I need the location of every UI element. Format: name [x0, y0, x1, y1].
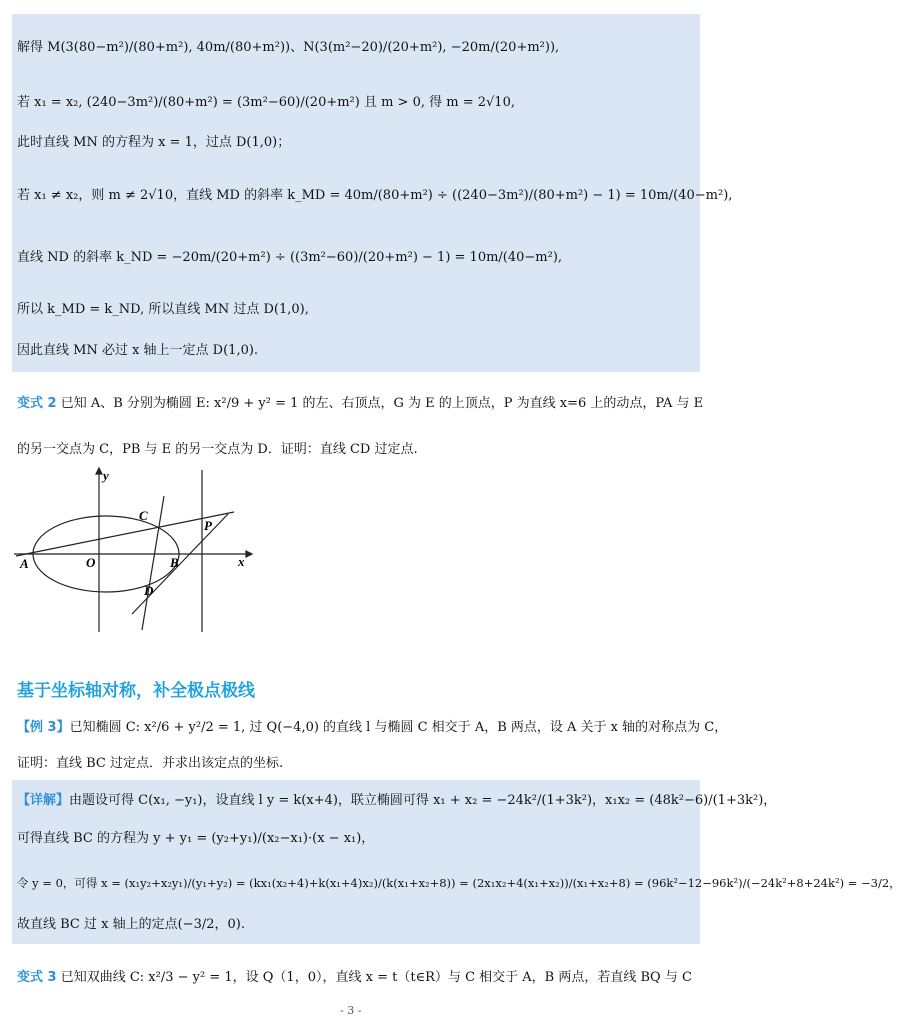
- solution-line-7: 因此直线 MN 必过 x 轴上一定点 D(1,0).: [17, 343, 259, 358]
- label-x: x: [238, 554, 245, 569]
- solution-line-3: 此时直线 MN 的方程为 x = 1，过点 D(1,0)；: [17, 135, 291, 150]
- label-a: A: [20, 556, 29, 571]
- label-y: y: [103, 468, 109, 483]
- example3-text-1: 已知椭圆 C: x²/6 + y²/2 = 1, 过 Q(−4,0) 的直线 l 与椭圆 C 相交于 A，B 两点，设 A 关于 x 轴的对称点为 C，: [69, 720, 728, 735]
- solution-line-2: 若 x₁ = x₂, (240−3m²)/(80+m²) = (3m²−60)/(20+m²) 且 m > 0, 得 m = 2√10,: [17, 95, 515, 110]
- label-b: B: [170, 555, 179, 570]
- ellipse-figure: [14, 466, 254, 636]
- solution-line-4: 若 x₁ ≠ x₂，则 m ≠ 2√10，直线 MD 的斜率 k_MD = 40m/(80+m²) ÷ ((240−3m²)/(80+m²) − 1) = 10m/(40−m²),: [17, 188, 733, 203]
- detail-line-4: 故直线 BC 过 x 轴上的定点(−3/2，0).: [17, 917, 245, 932]
- detail-line-3: 令 y = 0，可得 x = (x₁y₂+x₂y₁)/(y₁+y₂) = (kx₁(x₂+4)+k(x₁+4)x₂)/(k(x₁+x₂+8)) = (2x₁x₂+4(x₁+x₂))/(x₁+x₂+8) = (96k²−12−96k²)/(−24k²+8+24k²) = −3/2，: [17, 876, 901, 890]
- label-d: D: [144, 583, 154, 598]
- x-axis-arrow: [246, 551, 252, 557]
- variant2-line-2: 的另一交点为 C，PB 与 E 的另一交点为 D．证明：直线 CD 过定点.: [17, 442, 418, 457]
- solution-line-5: 直线 ND 的斜率 k_ND = −20m/(20+m²) ÷ ((3m²−60)/(20+m²) − 1) = 10m/(40−m²),: [17, 250, 563, 265]
- example3-line-1: [17, 720, 727, 736]
- detail-line-1: [17, 793, 776, 809]
- solution-line-6: 所以 k_MD = k_ND, 所以直线 MN 过点 D(1,0),: [17, 302, 309, 317]
- solution-line-1: 解得 M(3(80−m²)/(80+m²), 40m/(80+m²))、N(3(m²−20)/(20+m²), −20m/(20+m²)),: [17, 40, 560, 55]
- label-o: O: [86, 555, 96, 570]
- variant3-line-1: [17, 970, 692, 986]
- line-pa: [16, 512, 234, 556]
- variant2-text-1: 已知 A、B 分别为椭圆 E: x²/9 + y² = 1 的左、右顶点，G 为 E 的上顶点，P 为直线 x=6 上的动点，PA 与 E: [56, 396, 704, 411]
- detail-line-2: 可得直线 BC 的方程为 y + y₁ = (y₂+y₁)/(x₂−x₁)·(x − x₁)，: [17, 831, 375, 846]
- y-axis-arrow: [96, 468, 102, 474]
- label-p: P: [204, 518, 212, 533]
- label-c: C: [139, 508, 148, 523]
- variant3-label: 变式 3: [17, 970, 57, 985]
- detail-text-1: 由题设可得 C(x₁, −y₁)，设直线 l y = k(x+4)，联立椭圆可得 x₁ + x₂ = −24k²/(1+3k²)，x₁x₂ = (48k²−6)/(1+3k²)，: [69, 793, 777, 808]
- variant2-label: 变式 2: [17, 396, 57, 411]
- variant3-text-1: 已知双曲线 C: x²/3 − y² = 1，设 Q（1，0），直线 x = t（t∈R）与 C 相交于 A，B 两点，若直线 BQ 与 C: [56, 970, 692, 985]
- section-heading: 基于坐标轴对称，补全极点极线: [17, 681, 255, 701]
- line-pb: [132, 514, 228, 614]
- example3-line-2: 证明：直线 BC 过定点．并求出该定点的坐标.: [17, 756, 284, 771]
- example3-label: 【例 3】: [17, 720, 70, 735]
- page-number: - 3 -: [340, 1004, 362, 1017]
- variant2-line-1: [17, 396, 703, 412]
- detail-label: 【详解】: [17, 793, 70, 808]
